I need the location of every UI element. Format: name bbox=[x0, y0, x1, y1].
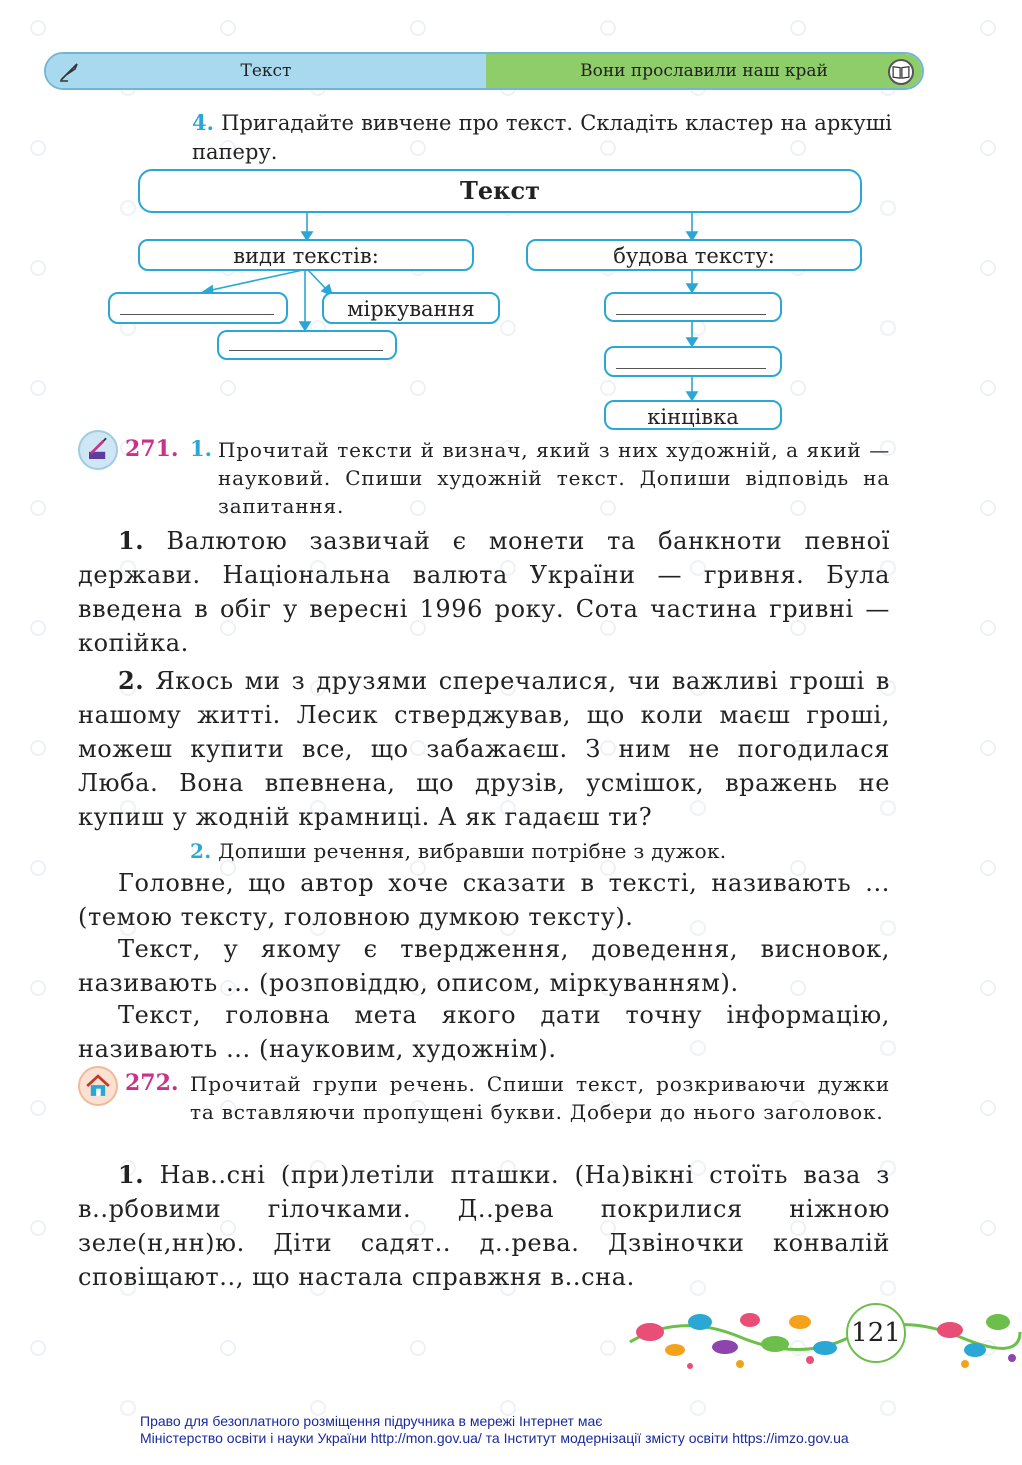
home-icon bbox=[78, 1066, 118, 1106]
ex271-task1 bbox=[218, 436, 890, 520]
watermark-mark bbox=[980, 620, 996, 636]
watermark-mark bbox=[30, 1100, 46, 1116]
watermark-mark bbox=[980, 860, 996, 876]
watermark-mark bbox=[600, 1340, 616, 1356]
cluster-left-branch bbox=[138, 239, 474, 271]
cluster-right-branch-label: будова тексту: bbox=[613, 244, 775, 268]
page-number bbox=[846, 1303, 906, 1363]
ex271-sentence3: Текст, головна мета якого дати точну інформацію, називають ... (науковим, художнім). bbox=[78, 1001, 890, 1063]
cluster-right-blank-2 bbox=[604, 346, 782, 377]
watermark-mark bbox=[30, 980, 46, 996]
ex271-text1-number: 1. bbox=[118, 526, 145, 555]
ex272-text-1 bbox=[78, 1158, 890, 1294]
cluster-right-branch bbox=[526, 239, 862, 271]
watermark-mark bbox=[30, 620, 46, 636]
ex271-text2-number: 2. bbox=[118, 666, 145, 695]
header-left-title: Текст bbox=[240, 61, 292, 81]
watermark-mark bbox=[30, 860, 46, 876]
blank-line bbox=[120, 314, 274, 315]
watermark-mark bbox=[980, 500, 996, 516]
cluster-root bbox=[138, 169, 862, 213]
footer-line-1: Право для безоплатного розміщення підручника в мережі Інтернет має bbox=[140, 1413, 603, 1429]
ex271-text-2 bbox=[78, 664, 890, 834]
watermark-mark bbox=[30, 1220, 46, 1236]
floral-ornament bbox=[620, 1292, 1022, 1382]
watermark-mark bbox=[980, 1100, 996, 1116]
watermark-mark bbox=[980, 1220, 996, 1236]
cluster-left-blank-2 bbox=[217, 330, 397, 360]
watermark-mark bbox=[120, 1400, 136, 1416]
task-4-number: 4. bbox=[192, 110, 214, 135]
blank-line bbox=[616, 314, 766, 315]
ex271-sentence1: Головне, що автор хоче сказати в тексті, називають ... (темою тексту, головною думкою тексту). bbox=[78, 869, 890, 931]
ex271-number: 271. bbox=[125, 436, 179, 462]
ex271-task2-text: Допиши речення, вибравши потрібне з дужок. bbox=[218, 839, 727, 863]
cluster-left-known bbox=[322, 292, 500, 324]
watermark-mark bbox=[30, 740, 46, 756]
ex271-sentence-1 bbox=[78, 866, 890, 934]
cluster-right-blank-1 bbox=[604, 292, 782, 322]
task-4-text: Пригадайте вивчене про текст. Складіть кластер на аркуші паперу. bbox=[192, 111, 892, 164]
ex271-task2 bbox=[190, 837, 890, 865]
footer bbox=[140, 1413, 849, 1447]
footer-line-2: Міністерство освіти і науки України http://mon.gov.ua/ та Інститут модернізації змісту освіти https://imzo.gov.ua bbox=[140, 1430, 849, 1446]
watermark-mark bbox=[880, 1400, 896, 1416]
watermark-mark bbox=[30, 1340, 46, 1356]
cluster-right-known-label: кінцівка bbox=[647, 405, 739, 429]
page-number-value: 121 bbox=[851, 1318, 901, 1348]
cluster-left-blank-1 bbox=[108, 292, 288, 324]
ex271-text-1 bbox=[78, 524, 890, 660]
ex271-task1-text: Прочитай тексти й визнач, який з них художній, а який — науковий. Спиши художній текст. Допиши відповідь на запитання. bbox=[218, 438, 890, 518]
ex272-task bbox=[190, 1070, 890, 1126]
ex271-text2: Якось ми з друзями сперечалися, чи важливі гроші в нашому житті. Лесик стверджував, що коли маєш гроші, можеш купити все, що забажаєш. З ним не погодилася Люба. Вона впевнена, що друзів, усмішок, вражень не купиш у жодній крамниці. А як гадаєш ти? bbox=[78, 667, 890, 831]
cluster-left-known-label: міркування bbox=[347, 297, 475, 321]
ex271-sentence-3 bbox=[78, 998, 890, 1066]
ex272-text1-number: 1. bbox=[118, 1160, 145, 1189]
cluster-connectors bbox=[0, 0, 1022, 440]
header-right-title: Вони прославили наш край bbox=[580, 61, 828, 81]
ex272-task-text: Прочитай групи речень. Спиши текст, розкриваючи дужки та вставляючи пропущені букви. Добери до нього заголовок. bbox=[190, 1072, 890, 1124]
ex271-text1: Валютою зазвичай є монети та банкноти певної держави. Національна валюта України — гривня. Була введена в обіг у вересні 1996 року. Сота частина гривні — копійка. bbox=[78, 527, 890, 657]
watermark-mark bbox=[220, 1340, 236, 1356]
ex272-number: 272. bbox=[125, 1070, 179, 1096]
watermark-mark bbox=[410, 1340, 426, 1356]
writing-icon bbox=[78, 430, 118, 470]
watermark-mark bbox=[30, 500, 46, 516]
ex271-sentence2: Текст, у якому є твердження, доведення, висновок, називають ... (розповіддю, описом, міркуванням). bbox=[78, 935, 890, 997]
ex271-task1-number: 1. bbox=[190, 436, 212, 461]
ex271-header bbox=[125, 436, 179, 462]
watermark-mark bbox=[980, 980, 996, 996]
ex272-text1: Нав..сні (при)летіли пташки. (На)вікні стоїть ваза з в..рбовими гілочками. Д..рева покрилися ніжною зеле(н,нн)ю. Діти садят.. д..рева. Дзвіночки конвалій сповіщают.., що настала справжня в..сна. bbox=[78, 1161, 890, 1291]
watermark-mark bbox=[980, 740, 996, 756]
ex271-sentence-2 bbox=[78, 932, 890, 1000]
blank-line bbox=[229, 350, 383, 351]
cluster-left-branch-label: види текстів: bbox=[233, 244, 379, 268]
cluster-right-known bbox=[604, 400, 782, 430]
ex271-task2-number: 2. bbox=[190, 839, 212, 863]
blank-line bbox=[616, 368, 766, 369]
ex271-task1-number-wrap bbox=[190, 436, 212, 461]
cluster-root-label: Текст bbox=[460, 176, 540, 205]
ex272-header bbox=[125, 1070, 179, 1096]
